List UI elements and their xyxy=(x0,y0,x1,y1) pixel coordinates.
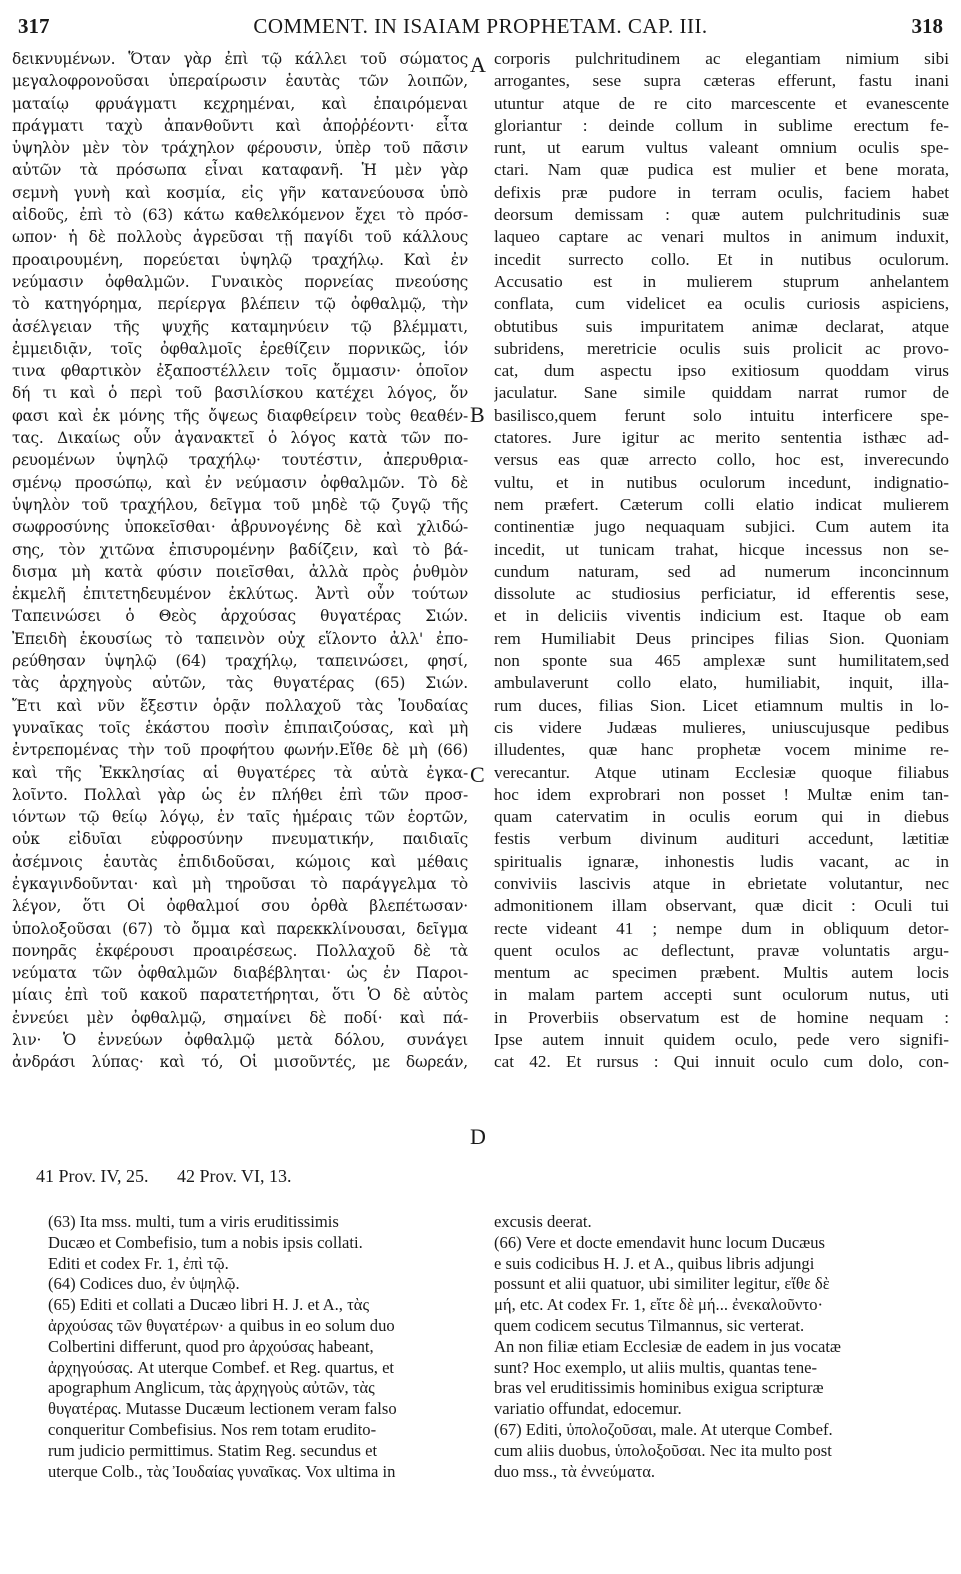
latin-lines-line: cat 42. Et rursus : Qui innuit oculo cum dolo, con- xyxy=(494,1052,949,1072)
section-marker-a: A xyxy=(470,52,486,77)
latin-lines-line: dissolute ac studiosius perficiatur, id efferentis sese, xyxy=(494,584,949,604)
footnote-line: (65) Editi et collati a Ducæo libri H. J. et A., τὰς xyxy=(48,1295,370,1315)
greek-lines-line: πονηρᾶς ἐκφέρουσι προαιρέσεως. Πολλαχοῦ δὲ τὰ xyxy=(12,941,468,960)
greek-lines-line: ωπον· ἡ δὲ πολλοὺς ἀγρεῦσαι τῇ παγίδι τοῦ κάλλους xyxy=(12,228,468,247)
latin-text-column xyxy=(494,48,949,1074)
footnote-line: cum aliis duobus, ὑπολοξοῦσαι. Nec ita multo post xyxy=(494,1440,832,1460)
latin-lines-line: hoc idem exprobrari non posset ! Multæ enim tan- xyxy=(494,784,949,804)
greek-lines-line: οὐκ εἰδυῖαι εὐφροσύνην πνευματικήν, παιδιαῖς xyxy=(12,830,468,849)
footnote-line: apographum Anglicum, τὰς ἀρχηγοὺς αὐτῶν, τὰς xyxy=(48,1378,375,1398)
latin-lines-line: conviviis lascivis atque in ebrietate volutantur, nec xyxy=(494,873,949,893)
latin-lines-line: jaculatur. Sane simile quiddam narrat rumor de xyxy=(494,383,949,403)
greek-lines-line: Ταπεινώσει ὁ Θεὸς ἀρχούσας θυγατέρας Σιών. xyxy=(12,607,468,626)
latin-lines-line: Accusatio est in mulierem stuprum anhelantem xyxy=(494,271,949,291)
footnote-line: excusis deerat. xyxy=(494,1212,592,1231)
latin-lines-line: ctatores. Jure igitur ac merito sententia isthæc ad- xyxy=(494,428,949,448)
greek-lines-line: λέγον, ὅτι Οἱ ὀφθαλμοί σου ὀρθὰ βλεπέτωσαν· xyxy=(12,897,468,916)
greek-lines-line: ἀσέλγειαν τῆς ψυχῆς καταμηνύειν τῷ βλέμματι, xyxy=(12,317,468,336)
latin-lines-line: et in deliciis viventis indicium est. Itaque ob eam xyxy=(494,606,949,626)
running-header xyxy=(18,14,943,42)
latin-lines-line: conflata, cum videlicet ea oculis curiosis aspiciens, xyxy=(494,294,949,314)
footnote-line: (66) Vere et docte emendavit hunc locum Ducæus xyxy=(494,1232,826,1252)
latin-lines-line: nem præfert. Cæterum colli elatio indicat mulierem xyxy=(494,494,949,514)
latin-lines-line: festis verbum divinum audituri accedunt, lætitiæ xyxy=(494,829,949,849)
greek-lines-line: ὑπολοξοῦσαι (67) τὸ ὄμμα καὶ παρεκκλίνουσαι, δεῖγμα xyxy=(12,919,468,938)
greek-lines-line: φασι καὶ ἐκ μόνης τῆς ὄψεως διαφθείρειν τοὺς θεαθέν- xyxy=(12,406,468,425)
footnote-line: Editi et codex Fr. 1, ἐπὶ τῷ. xyxy=(48,1253,229,1273)
footnotes-left-column xyxy=(48,1212,468,1482)
greek-lines-line: πράγματι ταχὺ ἀπανθοῦντι καὶ ἀποῤῥέοντι· εἶτα xyxy=(12,116,468,135)
footnote-line: quem codicem secutus Tilmannus, sic verterat. xyxy=(494,1315,805,1335)
footnote-line: possunt et alii quatuor, ubi similiter legitur, εἴθε δὲ xyxy=(494,1274,830,1294)
latin-lines-line: ctari. Nam quæ pudica est mulier et bene morata, xyxy=(494,160,949,180)
greek-lines-line: ιόντων τῷ θείῳ λόγῳ, ἐν ταῖς ἡμέραις τῶν ἑορτῶν, xyxy=(12,808,468,827)
footnote-line: ἀρχηγούσας. At uterque Combef. et Reg. quartus, et xyxy=(48,1357,395,1377)
latin-lines-line: quam catervatim in oculis eorum qui in diebus xyxy=(494,807,949,827)
footnote-line: conqueritur Combefisius. Nos rem totam erudito- xyxy=(48,1419,377,1439)
latin-lines-line: gloriantur : deinde collum in sublime erectum fe- xyxy=(494,115,949,135)
footnote-line: (64) Codices duo, ἐν ὑψηλῷ. xyxy=(48,1274,240,1294)
latin-lines-line: deorsum demissam : quæ autem pulchritudinis suæ xyxy=(494,205,949,225)
latin-lines-line: cundum naturam, sed ad numerum inconcinnum xyxy=(494,561,949,581)
greek-lines-line: ἐκμελῆ ἐπιτετηδευμένον ἐκλύτως. Ἀντὶ οὖν τούτων xyxy=(12,585,468,604)
latin-lines-line: verecantur. Atque utinam Ecclesiæ quoque filiabus xyxy=(494,762,949,782)
greek-lines-line: νεύμασιν ὀφθαλμῶν. Γυναικὸς πορνείας πνεούσης xyxy=(12,272,468,291)
latin-lines-line: ambulaverunt collo elato, humiliabit, inquit, illa- xyxy=(494,673,949,693)
greek-lines-line: τινα φθαρτικὸν ἐξαποστέλλειν τοῖς ὄμμασιν· ὁποῖον xyxy=(12,362,468,381)
greek-lines-line: ἀνδράσι λύπας· καὶ τό, Οἱ μισοῦντές, με δωρεάν, xyxy=(12,1053,468,1072)
latin-lines-line: admonitionem illam observant, quæ dicit : Oculi tui xyxy=(494,896,949,916)
greek-lines-line: ἀσέμνοις ἑαυτὰς ἐπιδιδοῦσαι, κώμοις καὶ μέθαις xyxy=(12,852,468,871)
greek-lines-line: τὸ κατηγόρημα, περίεργα βλέπειν τῷ ὀφθαλμῷ, τὴν xyxy=(12,295,468,314)
greek-lines-line: δή τι καὶ ὁ περὶ τοῦ βασιλίσκου κατέχει λόγος, ὅν xyxy=(12,384,468,403)
running-title: COMMENT. IN ISAIAM PROPHETAM. CAP. III. xyxy=(253,14,708,38)
latin-lines-line: runt, ut earum vultus valeant omnium oculis spe- xyxy=(494,138,949,158)
greek-lines-line: ὑψηλὸν μὲν τὸν τράχηλον φέρουσιν, ὑπὲρ τοῦ πᾶσιν xyxy=(12,139,468,158)
latin-lines-line: mentum ac specimen præbent. Multis autem locis xyxy=(494,963,949,983)
latin-lines-line: illudentes, quæ hanc prophetæ vocem minime re- xyxy=(494,740,949,760)
footnote-line: Ducæo et Combefisio, tum a nobis ipsis collati. xyxy=(48,1232,363,1252)
greek-lines-line: Ἔτι καὶ νῦν ἔξεστιν ὁρᾷν πολλαχοῦ τὰς Ἰουδαίας xyxy=(12,696,468,715)
page-number-left: 317 xyxy=(18,14,50,38)
greek-lines-line: μεγαλοφρονοῦσαι ὑπεραίρωσιν ἑαυτὰς τῶν λοιπῶν, xyxy=(12,72,468,91)
greek-lines-line: τας. Δικαίως οὖν ἀγανακτεῖ ὁ λόγος κατὰ τῶν πο- xyxy=(12,429,468,448)
latin-lines-line: in malam partem accepti sunt oculorum nutus, uti xyxy=(494,985,949,1005)
footnote-line: duo mss., τὰ ἐννεύματα. xyxy=(494,1461,656,1481)
footnote-line: An non filiæ etiam Ecclesiæ de eadem in jus vocatæ xyxy=(494,1336,842,1356)
greek-lines-line: ἐννεύει μὲν ὀφθαλμῷ, σημαίνει δὲ ποδί· καὶ πά- xyxy=(12,1008,468,1027)
latin-lines-line: in Proverbiis observatum est de homine nequam : xyxy=(494,1007,949,1027)
footnote-line: uterque Colb., τὰς Ἰουδαίας γυναῖκας. Vox ultima in xyxy=(48,1461,396,1481)
greek-lines-line: σης, τὸν χιτῶνα ἐπισυρομένην βαδίζειν, καὶ τὸ βά- xyxy=(12,540,468,559)
footnotes-right-column xyxy=(494,1212,944,1482)
page-number-right: 318 xyxy=(911,14,943,38)
greek-lines-line: γυναῖκας τοῖς ἑκάστου ποσὶν ἐπιπαιζούσας, καὶ μὴ xyxy=(12,718,468,737)
latin-lines-line: quent oculos ac deflectunt, pravæ voluntatis argu- xyxy=(494,940,949,960)
latin-lines-line: obtutibus suis impuritatem animæ declarat, atque xyxy=(494,316,949,336)
greek-lines-line: σεμνὴ γυνὴ καὶ κοσμία, εἰς γῆν κατανεύουσα ὑπὸ xyxy=(12,183,468,202)
greek-lines-line: ματαίῳ φρυάγματι κεχρημέναι, καὶ ἐπαιρόμεναι xyxy=(12,94,468,113)
section-marker-b: B xyxy=(470,402,485,427)
greek-lines-line: δεικνυμένων. Ὅταν γὰρ ἐπὶ τῷ κάλλει τοῦ σώματος xyxy=(12,50,468,68)
latin-lines-line: arrogantes, sese supra cæteras efferunt, fastu inani xyxy=(494,71,949,91)
footnote-line: bras vel eruditissimis hominibus exigua scripturæ xyxy=(494,1378,824,1398)
latin-lines-line: cis videre Judæas mulieres, uniuscujusque pedibus xyxy=(494,717,949,737)
reference-41: 41 Prov. IV, 25. xyxy=(36,1166,149,1186)
greek-lines-line: αὐτῶν τὰ πρόσωπα εἶναι καταφανῆ. Ἡ μὲν γὰρ xyxy=(12,161,468,180)
greek-lines-line: ρευομένων ὑψηλῷ τραχήλῳ· τουτέστιν, ἀπερυθρια- xyxy=(12,451,468,470)
latin-lines-line: incedit, ut tunicam trahat, hicque incessus non se- xyxy=(494,539,949,559)
greek-lines-line: τὰς ἀρχηγοὺς αὐτῶν, τὰς θυγατέρας (65) Σιών. xyxy=(12,674,468,693)
latin-lines-line: continentiæ jugo nequaquam subjici. Cum autem ita xyxy=(494,517,949,537)
footnote-line: θυγατέρας. Mutasse Ducæum lectionem veram falso xyxy=(48,1399,397,1419)
footnote-line: Colbertini differunt, quod pro ἀρχούσας habeant, xyxy=(48,1336,374,1356)
latin-lines-line: rem Humiliabit Deus principes filias Sion. Quoniam xyxy=(494,628,949,648)
latin-lines-line: subridens, meretricie oculis suis prolicit ac provo- xyxy=(494,338,949,358)
latin-lines-line: Ipse autem innuit quidem oculo, pede vero signifi- xyxy=(494,1030,949,1050)
latin-lines-line: corporis pulchritudinem ac elegantiam nimium sibi xyxy=(494,49,949,68)
scripture-references xyxy=(36,1166,316,1187)
footnote-line: (63) Ita mss. multi, tum a viris eruditissimis xyxy=(48,1212,339,1231)
footnote-line: (67) Editi, ὑπολοζοῦσαι, male. At uterque Combef. xyxy=(494,1419,833,1439)
latin-lines-line: incedit surrecto collo. Et in nutibus oculorum. xyxy=(494,249,949,269)
latin-lines-line: spiritualis ignaræ, inhonestis ludis vacant, ac in xyxy=(494,851,949,871)
greek-lines-line: ἐμμειδιᾷν, τοῖς ὀφθαλμοῖς ἐρεθίζειν πορνικῶς, ἰόν xyxy=(12,339,468,358)
latin-lines-line: vultu, et in nutibus oculorum incedunt, indignatio- xyxy=(494,472,949,492)
footnote-line: rum judicio permittimus. Statim Reg. secundus et xyxy=(48,1440,378,1460)
latin-lines-line: utuntur atque de re cito marcescente et evanescente xyxy=(494,93,949,113)
greek-lines-line: Ἐπειδὴ ἑκουσίως τὸ ταπεινὸν οὐχ εἵλοντο ἀλλ' ἐπο- xyxy=(12,629,468,648)
greek-lines-line: σμένῳ προσώπῳ, καὶ ἐν νεύμασιν ὀφθαλμῶν. Τὸ δὲ xyxy=(12,473,468,492)
footnote-line: ἀρχούσας τῶν θυγατέρων· a quibus in eo solum duo xyxy=(48,1315,395,1335)
greek-lines-line: λιν· Ὁ ἐννεύων ὀφθαλμῷ μετὰ δόλου, συνάγει xyxy=(12,1031,468,1050)
greek-lines-line: ἐντρεπομένας τὴν τοῦ προφήτου φωνήν.Εἴθε δὲ μὴ (66) xyxy=(12,741,468,760)
greek-lines-line: λοῖντο. Πολλαὶ γὰρ ὡς ἐν πλήθει ἐπὶ τῶν προσ- xyxy=(12,785,468,804)
greek-lines-line: σωφροσύνης ὑποκεῖσθαι· ἁβρυνογένης δὲ καὶ χλιδώ- xyxy=(12,518,468,537)
greek-lines-line: καὶ τῆς Ἐκκλησίας αἱ θυγατέρες τὰ αὐτὰ ἐγκα- xyxy=(12,763,468,782)
latin-lines-line: rum duces, filias Sion. Licet etiamnum multis in lo- xyxy=(494,695,949,715)
latin-lines-line: cat, dum aspectu ipso exitiosum quoddam virus xyxy=(494,361,949,381)
greek-text-column xyxy=(12,48,468,1074)
greek-lines-line: μίαις ἐπὶ τοῦ κακοῦ παρατετήρηται, ὅτι Ὁ δὲ αὐτὸς xyxy=(12,986,468,1005)
greek-lines-line: ὑψηλὸν τοῦ τραχήλου, δεῖγμα τοῦ μηδὲ τῷ ζυγῷ τῆς xyxy=(12,495,468,514)
latin-lines-line: defixis præ pudore in terram oculis, faciem habet xyxy=(494,182,949,202)
footnote-line: sunt? Hoc exemplo, ut aliis multis, quantas tene- xyxy=(494,1357,818,1377)
greek-lines-line: προαιρουμένη, πορεύεται ὑψηλῷ τραχήλῳ. Καὶ ἐν xyxy=(12,250,468,269)
footnote-line: μή, etc. At codex Fr. 1, εἴτε δὲ μή... ἐνεκαλοῦντο· xyxy=(494,1295,824,1315)
greek-lines-line: ρεύθησαν ὑψηλῷ (64) τραχήλῳ, ταπεινώσει, φησί, xyxy=(12,652,468,671)
latin-lines-line: laqueo captare ac venari multos in animum induxit, xyxy=(494,227,949,247)
greek-lines-line: δισμα μὴ κατὰ φύσιν ποιεῖσθαι, ἀλλὰ πρὸς ῥυθμὸν xyxy=(12,562,468,581)
footnote-line: e suis codicibus H. J. et A., quibus libris adjungi xyxy=(494,1253,815,1273)
latin-lines-line: basilisco,quem ferunt solo intuitu interficere spe- xyxy=(494,405,949,425)
latin-lines-line: recte videant 41 ; nempe dum in obliquum detor- xyxy=(494,918,949,938)
latin-lines-line: versus eas quæ arrecto collo, hoc est, inverecundo xyxy=(494,450,949,470)
section-marker-c: C xyxy=(470,762,485,787)
greek-lines-line: νεύματα τῶν ὀφθαλμῶν διαβέβληται· ὡς ἐν Παροι- xyxy=(12,964,468,983)
reference-42: 42 Prov. VI, 13. xyxy=(177,1166,292,1186)
greek-lines-line: ἐγκαγινδοῦνται· καὶ μὴ τηροῦσαι τὸ παράγγελμα τὸ xyxy=(12,874,468,893)
latin-lines-line: non sponte sua 465 amplexæ sunt humilitatem,sed xyxy=(494,651,949,671)
section-marker-d: D xyxy=(470,1124,486,1149)
greek-lines-line: αἰδοῦς, ἐπὶ τὸ (63) κάτω καθελκόμενον ἔχει τὸ πρόσ- xyxy=(12,206,468,225)
footnote-line: variatio offundat, edocemur. xyxy=(494,1399,682,1419)
